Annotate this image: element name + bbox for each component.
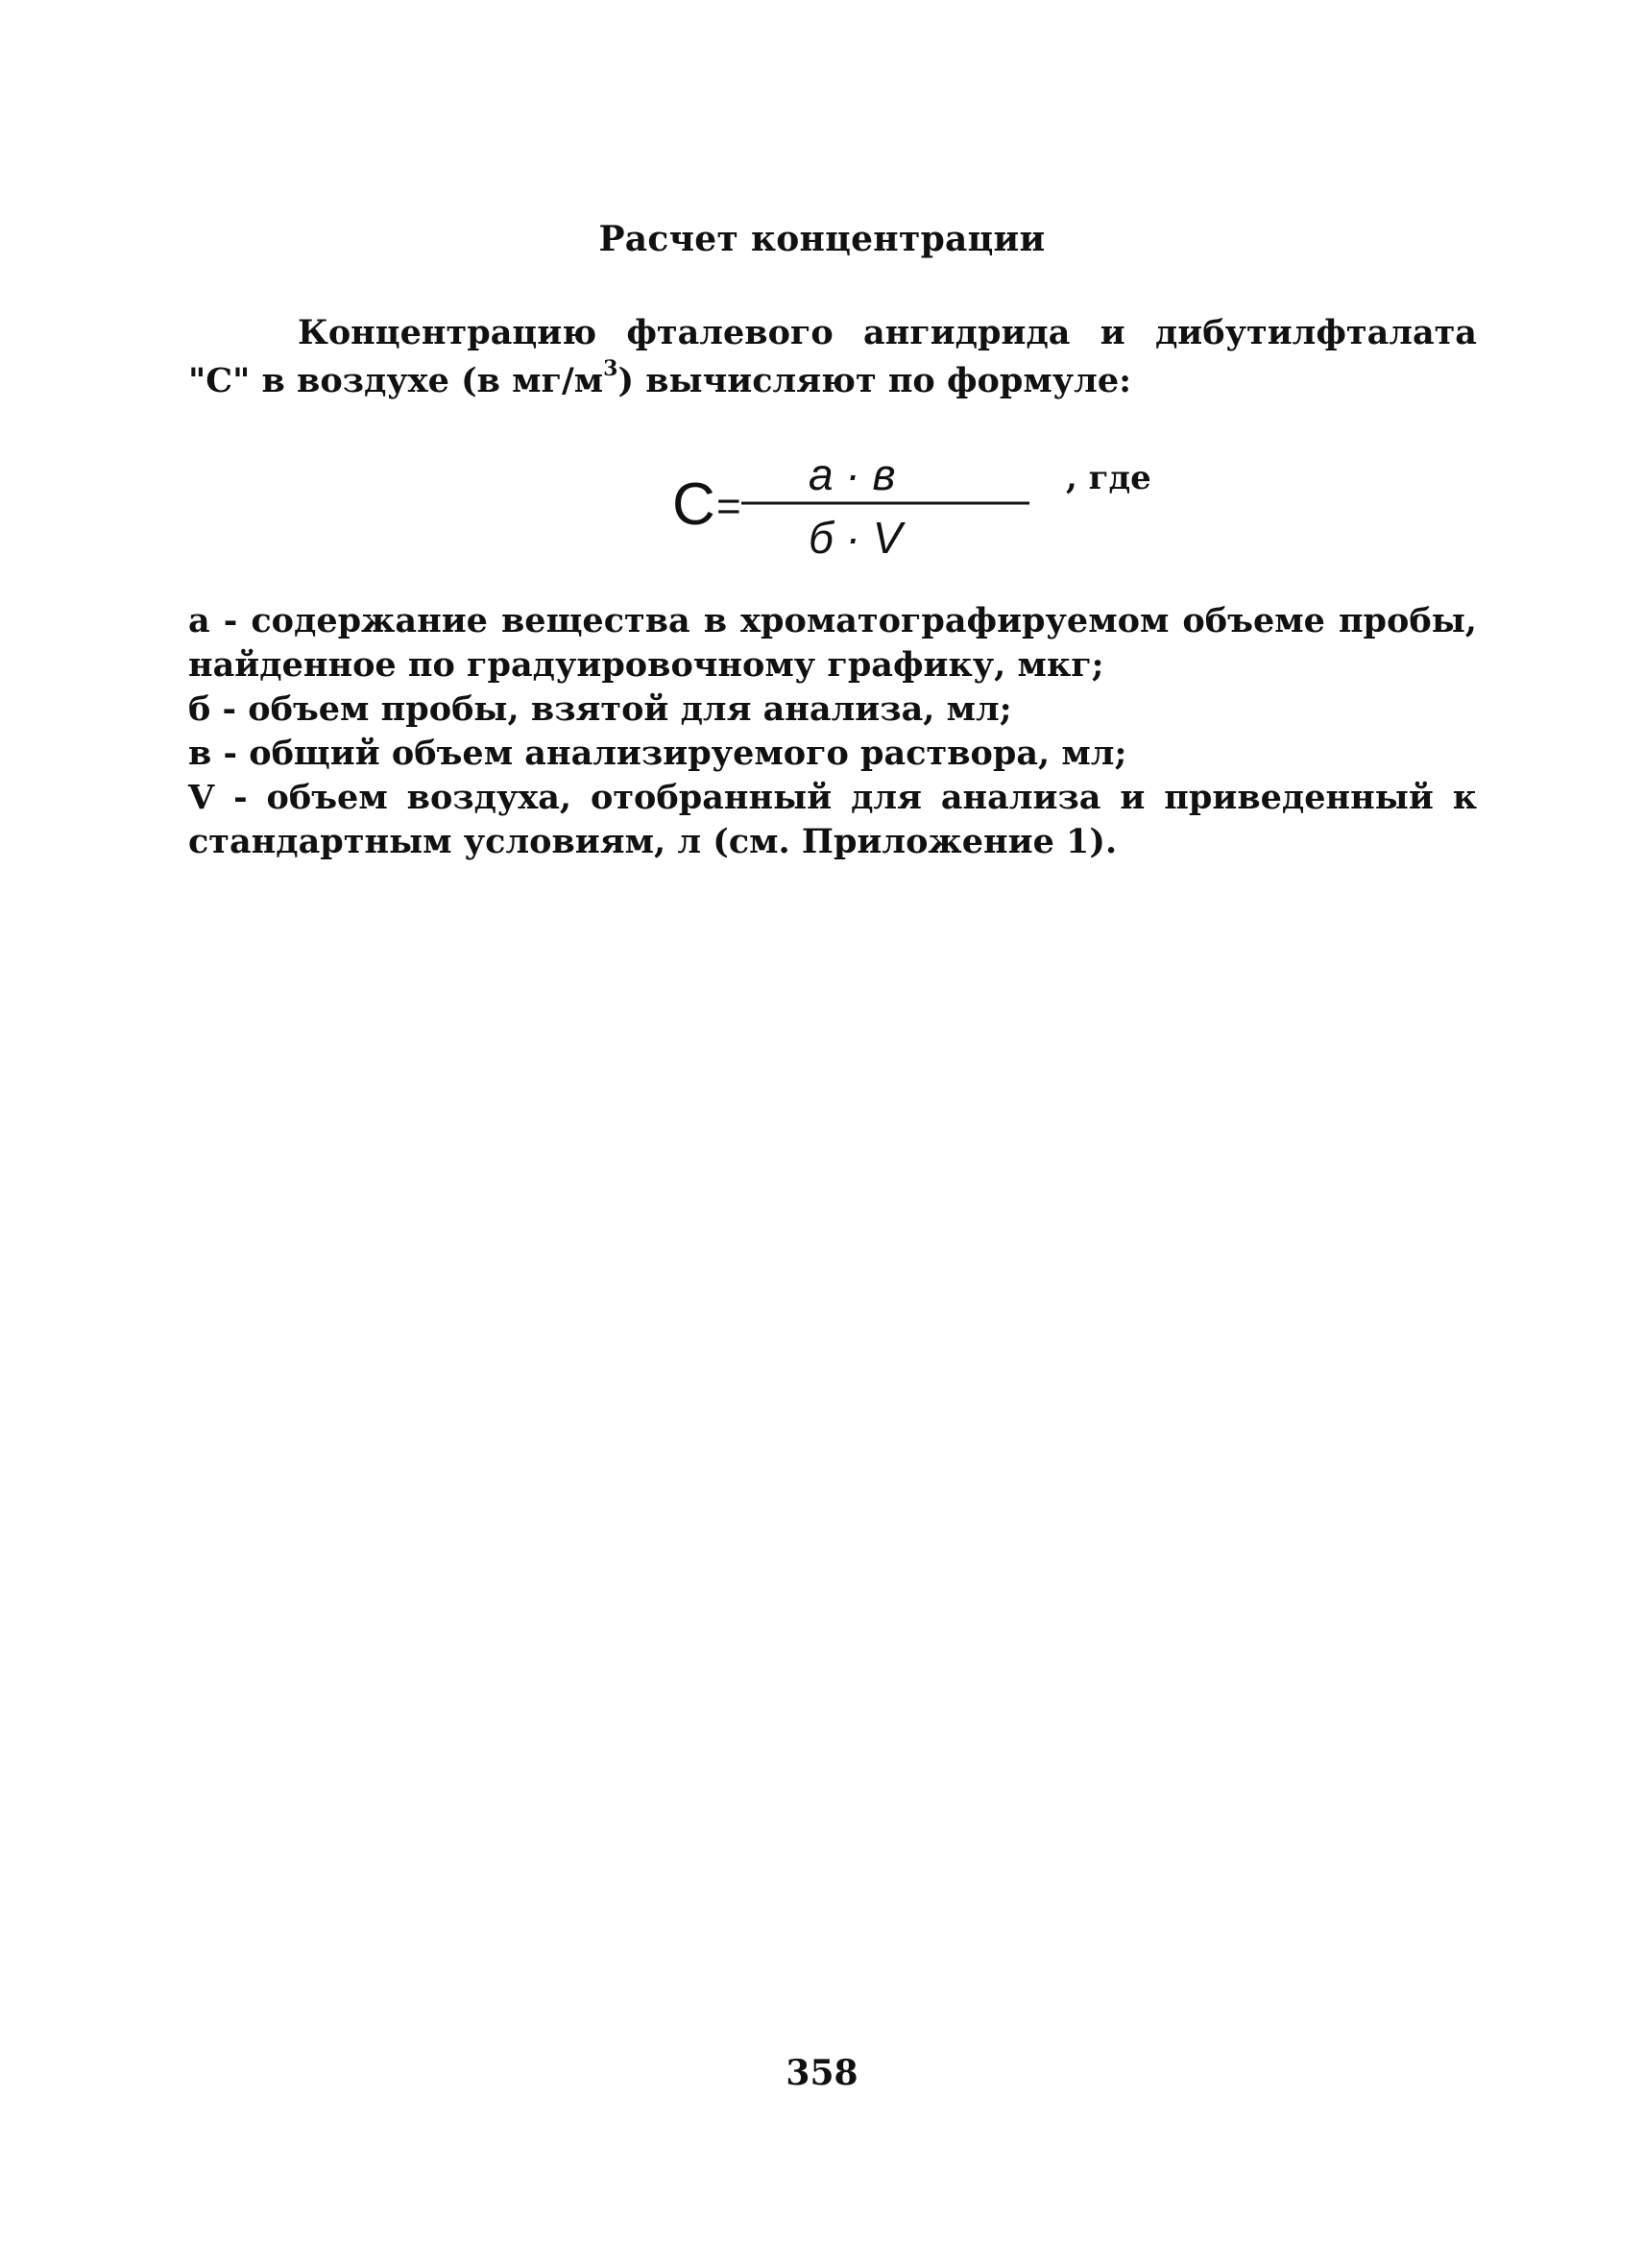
definition-symbol: а [188, 601, 210, 640]
definitions-list [188, 599, 1477, 864]
formula-equals: = [716, 483, 741, 530]
definition-item [188, 776, 1477, 864]
formula-lhs: C [672, 471, 715, 538]
intro-superscript: 3 [603, 356, 618, 382]
definition-text: - содержание вещества в хроматографируемом объеме пробы, найденное по градуировочному графику, мкг; [188, 601, 1477, 685]
formula-denominator: б · V [809, 513, 903, 563]
definition-text: - объем воздуха, отобранный для анализа и приведенный к стандартным условиям, л (см. Приложение 1). [188, 778, 1477, 861]
intro-paragraph [188, 309, 1477, 405]
concentration-formula [672, 440, 1172, 565]
definition-symbol: V [188, 778, 215, 817]
definition-symbol: б [188, 689, 211, 729]
intro-text-end: ) вычисляют по формуле: [617, 361, 1132, 400]
definition-text: - общий объем анализируемого раствора, мл; [211, 734, 1127, 773]
definition-symbol: в [188, 734, 212, 773]
definition-item [188, 688, 1477, 732]
formula-suffix: , где [1066, 459, 1151, 497]
definition-item [188, 599, 1477, 688]
definition-item [188, 732, 1477, 776]
intro-text-start: Концентрацию фталевого ангидрида и дибутилфталата "С" в воздухе (в мг/м [188, 313, 1477, 400]
section-heading: Расчет концентрации [598, 219, 1046, 259]
formula-graphic [672, 440, 1056, 565]
formula-numerator: а · в [809, 449, 896, 499]
page-number: 358 [786, 2053, 858, 2093]
definition-text: - объем пробы, взятой для анализа, мл; [210, 689, 1012, 729]
